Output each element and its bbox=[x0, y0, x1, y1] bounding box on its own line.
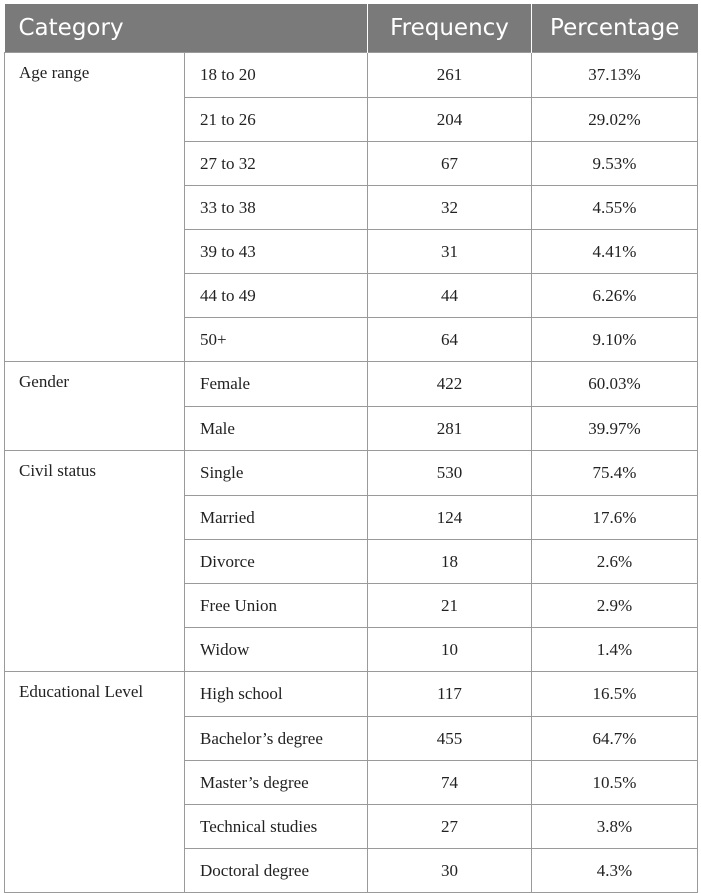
percentage-cell: 10.5% bbox=[532, 761, 698, 805]
subcategory-cell: 33 to 38 bbox=[185, 186, 368, 230]
frequency-cell: 124 bbox=[368, 496, 532, 540]
header-percentage: Percentage bbox=[532, 4, 698, 53]
percentage-cell: 2.6% bbox=[532, 540, 698, 584]
subcategory-cell: High school bbox=[185, 672, 368, 717]
table-row bbox=[5, 672, 698, 717]
table-row bbox=[5, 451, 698, 496]
category-cell: Gender bbox=[5, 362, 185, 451]
frequency-cell: 21 bbox=[368, 584, 532, 628]
subcategory-cell: Bachelor’s degree bbox=[185, 717, 368, 761]
percentage-cell: 29.02% bbox=[532, 98, 698, 142]
subcategory-cell: Widow bbox=[185, 628, 368, 672]
frequency-cell: 74 bbox=[368, 761, 532, 805]
table-row bbox=[5, 362, 698, 407]
header-frequency: Frequency bbox=[368, 4, 532, 53]
subcategory-cell: Master’s degree bbox=[185, 761, 368, 805]
subcategory-cell: Free Union bbox=[185, 584, 368, 628]
percentage-cell: 16.5% bbox=[532, 672, 698, 717]
table-body bbox=[5, 53, 698, 893]
percentage-cell: 64.7% bbox=[532, 717, 698, 761]
category-cell: Educational Level bbox=[5, 672, 185, 893]
frequency-cell: 44 bbox=[368, 274, 532, 318]
frequency-cell: 281 bbox=[368, 407, 532, 451]
frequency-cell: 204 bbox=[368, 98, 532, 142]
table-header bbox=[5, 4, 698, 53]
frequency-cell: 18 bbox=[368, 540, 532, 584]
subcategory-cell: Divorce bbox=[185, 540, 368, 584]
frequency-cell: 422 bbox=[368, 362, 532, 407]
frequency-cell: 10 bbox=[368, 628, 532, 672]
subcategory-cell: Technical studies bbox=[185, 805, 368, 849]
percentage-cell: 2.9% bbox=[532, 584, 698, 628]
category-cell: Civil status bbox=[5, 451, 185, 672]
subcategory-cell: Single bbox=[185, 451, 368, 496]
frequency-cell: 27 bbox=[368, 805, 532, 849]
subcategory-cell: 39 to 43 bbox=[185, 230, 368, 274]
frequency-cell: 117 bbox=[368, 672, 532, 717]
header-row bbox=[5, 4, 698, 53]
frequency-cell: 67 bbox=[368, 142, 532, 186]
frequency-cell: 31 bbox=[368, 230, 532, 274]
subcategory-cell: 21 to 26 bbox=[185, 98, 368, 142]
frequency-cell: 261 bbox=[368, 53, 532, 98]
percentage-cell: 3.8% bbox=[532, 805, 698, 849]
percentage-cell: 6.26% bbox=[532, 274, 698, 318]
percentage-cell: 9.53% bbox=[532, 142, 698, 186]
percentage-cell: 39.97% bbox=[532, 407, 698, 451]
subcategory-cell: Female bbox=[185, 362, 368, 407]
percentage-cell: 9.10% bbox=[532, 318, 698, 362]
header-category: Category bbox=[5, 4, 368, 53]
frequency-cell: 455 bbox=[368, 717, 532, 761]
frequency-cell: 64 bbox=[368, 318, 532, 362]
demographics-table bbox=[4, 4, 698, 893]
subcategory-cell: Married bbox=[185, 496, 368, 540]
subcategory-cell: 50+ bbox=[185, 318, 368, 362]
subcategory-cell: 18 to 20 bbox=[185, 53, 368, 98]
subcategory-cell: 27 to 32 bbox=[185, 142, 368, 186]
frequency-cell: 32 bbox=[368, 186, 532, 230]
percentage-cell: 4.41% bbox=[532, 230, 698, 274]
percentage-cell: 37.13% bbox=[532, 53, 698, 98]
frequency-cell: 30 bbox=[368, 849, 532, 893]
subcategory-cell: Male bbox=[185, 407, 368, 451]
percentage-cell: 4.55% bbox=[532, 186, 698, 230]
table-row bbox=[5, 53, 698, 98]
subcategory-cell: Doctoral degree bbox=[185, 849, 368, 893]
percentage-cell: 4.3% bbox=[532, 849, 698, 893]
percentage-cell: 1.4% bbox=[532, 628, 698, 672]
percentage-cell: 60.03% bbox=[532, 362, 698, 407]
percentage-cell: 75.4% bbox=[532, 451, 698, 496]
frequency-cell: 530 bbox=[368, 451, 532, 496]
subcategory-cell: 44 to 49 bbox=[185, 274, 368, 318]
category-cell: Age range bbox=[5, 53, 185, 362]
percentage-cell: 17.6% bbox=[532, 496, 698, 540]
